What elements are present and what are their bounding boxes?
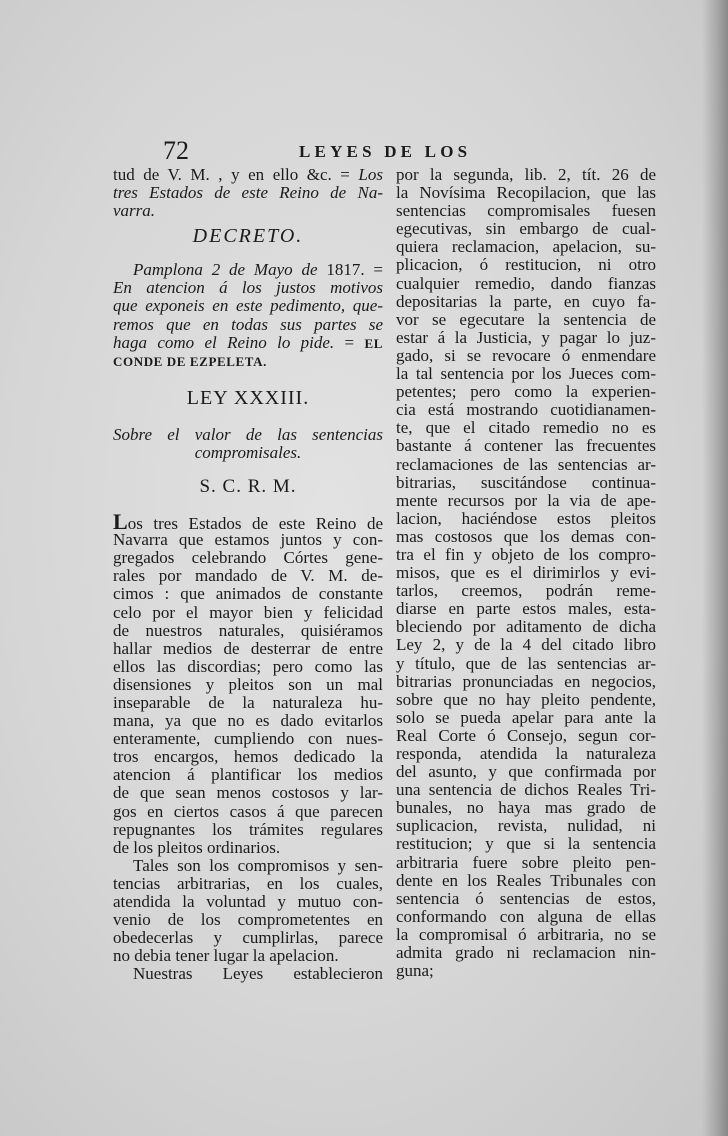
text-segment: remos que en todas sus partes se (113, 314, 383, 334)
text-line (396, 655, 656, 673)
text-line (113, 748, 383, 766)
text-segment: disensiones y pleitos son un mal (113, 674, 383, 694)
text-segment: reclamaciones de las sentencias ar- (396, 454, 656, 474)
text-segment: ellos las discordias; pero como las (113, 656, 383, 676)
text-segment: inseparable de la naturaleza hu- (113, 692, 383, 712)
text-segment: te, que el citado remedio no es (396, 418, 656, 438)
text-segment: diarse en parte estos males, esta- (396, 599, 656, 619)
text-line (396, 691, 656, 709)
text-segment: suplicacion, revista, nulidad, ni (396, 816, 656, 836)
running-head: LEYES DE LOS (299, 142, 472, 161)
text-segment: estar á la Justicia, y pagar lo juz- (396, 327, 656, 347)
text-line (396, 799, 656, 817)
text-line (113, 694, 383, 712)
text-segment: EL (364, 335, 383, 351)
text-line (113, 166, 383, 184)
text-line (396, 618, 656, 636)
text-segment: cualquier remedio, dando fianzas (396, 273, 656, 293)
text-line (113, 334, 383, 352)
text-segment: obedecerlas y cumplirlas, parece (113, 928, 383, 948)
text-segment: que exponeis en este pedimento, que- (113, 296, 383, 316)
text-line (396, 926, 656, 944)
text-line (113, 184, 383, 202)
text-line (396, 437, 656, 455)
text-line (396, 745, 656, 763)
text-line (396, 727, 656, 745)
text-line (396, 600, 656, 618)
text-segment: S. C. R. M. (199, 476, 297, 498)
text-segment: bastante á contener las frecuentes (396, 436, 656, 456)
text-line (396, 582, 656, 600)
text-segment: lacion, haciéndose estos pleitos (396, 508, 656, 528)
text-line (113, 549, 383, 567)
text-line (396, 763, 656, 781)
text-segment: Pamplona 2 de Mayo de (133, 260, 327, 280)
text-segment: sentencias compromisales fuesen (396, 201, 656, 221)
page-number: 72 (163, 136, 189, 165)
text-line (396, 474, 656, 492)
text-line (396, 184, 656, 202)
text-segment: CONDE DE EZPELETA. (113, 353, 267, 369)
text-line (113, 658, 383, 676)
text-segment: arbitraria fuere sobre pleito pen- (396, 852, 656, 872)
text-line (396, 709, 656, 727)
text-line (113, 803, 383, 821)
text-line (396, 908, 656, 926)
text-segment: la compromisal ó arbitraria, no se (396, 924, 656, 944)
text-segment: bitrarias, suscitándose continua- (396, 472, 656, 492)
text-segment: os tres Estados de este Reino de (127, 514, 383, 534)
text-line (113, 279, 383, 297)
text-segment: bitrarias pronunciadas en negocios, (396, 671, 656, 691)
text-segment: por la segunda, lib. 2, tít. 26 de (396, 165, 656, 184)
text-segment: sentencia ó sentencias de estos, (396, 888, 656, 908)
text-line (113, 604, 383, 622)
text-line (396, 564, 656, 582)
text-segment: mana, ya que no es dado evitarlos (113, 711, 383, 731)
text-segment: vor se egecutare la sentencia de (396, 309, 656, 329)
text-segment: de nuestros naturales, quisiéramos (113, 620, 383, 640)
left-text-column (113, 166, 383, 983)
text-segment: Tales son los compromisos y sen- (133, 855, 383, 875)
text-segment: del asunto, y que confirmada por (396, 762, 656, 782)
text-segment: cia está mostrando cuotidianamen- (396, 400, 656, 420)
text-line (113, 730, 383, 748)
text-line (113, 426, 383, 444)
text-line (396, 636, 656, 654)
text-segment: varra. (113, 201, 156, 221)
text-segment: Ley 2, y de la 4 del citado libro (396, 635, 656, 655)
text-line (396, 673, 656, 691)
text-segment: petentes; pero como la experien- (396, 382, 656, 402)
text-segment: la Novísima Recopilacion, que las (396, 183, 656, 203)
text-line (396, 890, 656, 908)
text-segment: Nuestras Leyes establecieron (133, 964, 383, 984)
text-line (113, 316, 383, 334)
text-segment: de que sean menos costosos y lar- (113, 783, 383, 803)
text-segment: solo se pueda apelar para ante la (396, 707, 656, 727)
text-segment: 1817. = (326, 260, 383, 280)
text-line (396, 166, 656, 184)
text-segment: y título, que de las sentencias ar- (396, 653, 656, 673)
text-segment: gregados celebrando Córtes gene- (113, 548, 383, 568)
text-segment: Real Corte ó Consejo, segun cor- (396, 725, 656, 745)
text-segment: mas costosos que los demas con- (396, 526, 656, 546)
text-line (396, 329, 656, 347)
text-line (396, 238, 656, 256)
text-segment: tra el fin y objeto de los compro- (396, 544, 656, 564)
text-line (396, 510, 656, 528)
text-segment: una sentencia de dichos Reales Tri- (396, 780, 656, 800)
initial-letter: L (113, 509, 128, 535)
text-segment: quiera reclamacion, apelacion, su- (396, 237, 656, 257)
text-line (396, 293, 656, 311)
text-line (396, 419, 656, 437)
text-line (113, 875, 383, 893)
text-line (396, 220, 656, 238)
text-line (396, 781, 656, 799)
text-segment: compromisales. (194, 442, 302, 462)
text-line (113, 712, 383, 730)
text-line (396, 492, 656, 510)
text-segment: conformando con alguna de ellas (396, 906, 656, 926)
text-line (113, 965, 383, 983)
text-segment: atencion á plantificar los medios (113, 765, 383, 785)
text-line (113, 567, 383, 585)
text-segment: depositarias la parte, en cuyo fa- (396, 291, 656, 311)
text-segment: gos en ciertos casos á que parecen (113, 801, 383, 821)
right-text-column (396, 166, 656, 980)
text-segment: hallar medios de desterrar de entre (113, 638, 383, 658)
text-line (396, 311, 656, 329)
text-line (396, 546, 656, 564)
text-segment: misos, que es el dirimirlos y evi- (396, 563, 656, 583)
text-segment: repugnantes los trámites regulares (113, 819, 383, 839)
text-line (396, 835, 656, 853)
text-line (396, 872, 656, 890)
text-line (113, 531, 383, 549)
text-line (396, 275, 656, 293)
text-segment: rales por mandado de V. M. de- (113, 566, 383, 586)
text-line (113, 676, 383, 694)
text-segment: haga como el Reino lo pide. (113, 332, 335, 352)
text-segment: bunales, no haya mas grado de (396, 798, 656, 818)
text-segment: tarlos, creemos, podrán reme- (396, 581, 656, 601)
text-line (113, 585, 383, 603)
text-line (113, 911, 383, 929)
text-line (396, 817, 656, 835)
text-line (396, 401, 656, 419)
text-line (396, 528, 656, 546)
text-segment: egecutivas, sin embargo de cual- (396, 219, 656, 239)
text-segment: Navarra que estamos juntos y con- (113, 530, 383, 550)
text-segment: responda, atendida la naturaleza (396, 744, 656, 763)
text-line (396, 944, 656, 962)
text-line (396, 854, 656, 872)
text-segment: mente recursos por la via de ape- (396, 490, 656, 510)
text-segment: = (334, 332, 365, 352)
text-segment: tros encargos, hemos dedicado la (113, 747, 383, 767)
text-segment: venio de los comprometentes en (113, 910, 383, 930)
text-segment: tencias arbitrarias, en los cuales, (113, 873, 383, 893)
text-segment: restitucion; y que si la sentencia (396, 834, 656, 854)
text-line (113, 893, 383, 911)
law-heading (113, 384, 383, 412)
text-line (113, 297, 383, 315)
text-line (113, 640, 383, 658)
text-line (396, 365, 656, 383)
text-segment: En atencion á los justos motivos (113, 278, 383, 298)
text-line (113, 622, 383, 640)
text-segment: DECRETO. (192, 225, 304, 248)
text-segment: atendida la voluntad y mutuo con- (113, 892, 383, 911)
text-line (396, 456, 656, 474)
text-segment: plicacion, ó restitucion, ni otro (396, 255, 656, 275)
page-edge-shadow (702, 0, 728, 1136)
text-segment: gado, si se revocare ó enmendare (396, 345, 656, 365)
text-segment: sobre que no hay pleito pendente, (396, 689, 656, 709)
text-segment: dente en los Reales Tribunales con (396, 870, 656, 890)
text-line (113, 929, 383, 947)
text-segment: tud de V. M. , y en ello &c. = (113, 165, 359, 184)
salutation (113, 473, 383, 501)
text-segment: enteramente, cumpliendo con nues- (113, 729, 383, 749)
text-segment: Sobre el valor de las sentencias (113, 424, 383, 444)
text-line (113, 261, 383, 279)
decree-heading (113, 222, 383, 250)
text-segment: no debia tener lugar la apelacion. (113, 946, 339, 966)
text-segment: guna; (396, 961, 434, 981)
text-line (396, 347, 656, 365)
text-line (113, 821, 383, 839)
text-segment: tres Estados de este Reino de Na- (113, 183, 383, 203)
text-line (113, 784, 383, 802)
text-line (113, 857, 383, 875)
text-segment: admita grado ni reclamacion nin- (396, 943, 656, 963)
text-segment: bleciendo por aditamento de dicha (396, 617, 656, 637)
text-line (113, 509, 383, 535)
text-segment: LEY XXXIII. (186, 386, 310, 409)
text-segment: celo por el mayor bien y felicidad (113, 602, 383, 622)
text-line (113, 766, 383, 784)
text-line (396, 202, 656, 220)
text-line (396, 256, 656, 274)
text-line (396, 383, 656, 401)
text-segment: cimos : que animados de constante (113, 584, 383, 604)
text-segment: de los pleitos ordinarios. (113, 837, 281, 857)
text-segment: Los (358, 165, 383, 184)
text-segment: la tal sentencia por los Jueces com- (396, 364, 656, 384)
